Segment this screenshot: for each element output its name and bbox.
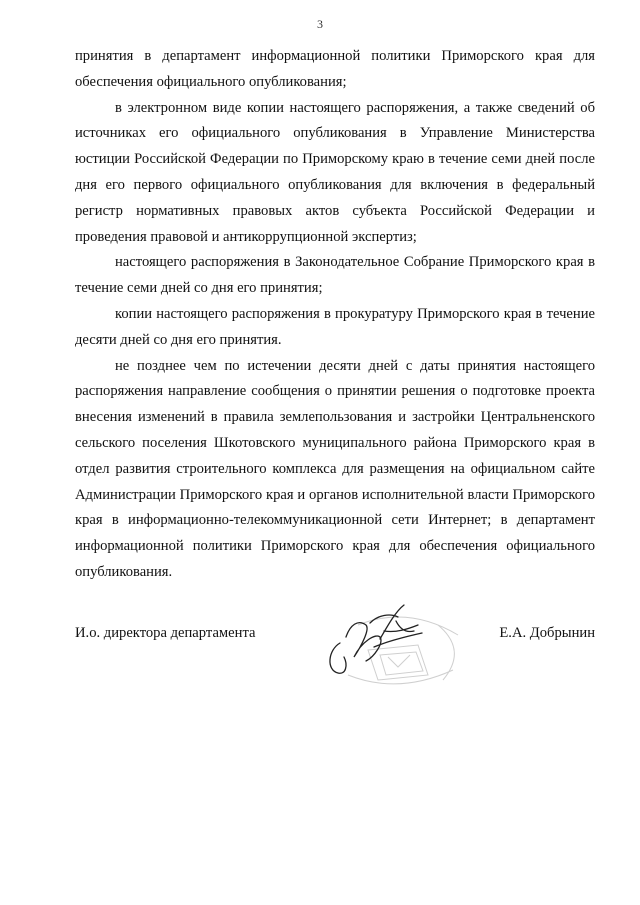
paragraph-3: настоящего распоряжения в Законодательное Собрание Приморского края в течение семи дней со дня его принятия; <box>75 254 595 297</box>
page-number: 3 <box>317 17 323 31</box>
document-body <box>75 44 595 586</box>
paragraph-1: принятия в департамент информационной политики Приморского края для обеспечения официального опубликования; <box>75 48 595 90</box>
signature-block <box>75 625 595 649</box>
signatory-name: Е.А. Добрынин <box>499 625 595 641</box>
paragraph-4: копии настоящего распоряжения в прокуратуру Приморского края в течение десяти дней со дня его принятия. <box>75 305 595 348</box>
paragraph-5: не позднее чем по истечении десяти дней с даты принятия настоящего распоряжения направление сообщения о принятии решения о подготовке проекта внесения изменений в правила землепользования и застройки Центральненского сельского поселения Шкотовского муниципального района Приморского края в отдел развития строительного комплекса для размещения на официальном сайте Администрации Приморского края и органов исполнительной власти Приморского края в информационно-телекоммуникационной сети Интернет; в департамент информационной политики Приморского края для обеспечения официального опубликования. <box>75 357 595 580</box>
paragraph-2: в электронном виде копии настоящего распоряжения, а также сведений об источниках его официального опубликования в Управление Министерства юстиции Российской Федерации по Приморскому краю в течение семи дней после дня его первого официального опубликования для включения в федеральный регистр нормативных правовых актов субъекта Российской Федерации и проведения правовой и антикоррупционной экспертиз; <box>75 99 595 245</box>
signatory-title: И.о. директора департамента <box>75 625 256 641</box>
